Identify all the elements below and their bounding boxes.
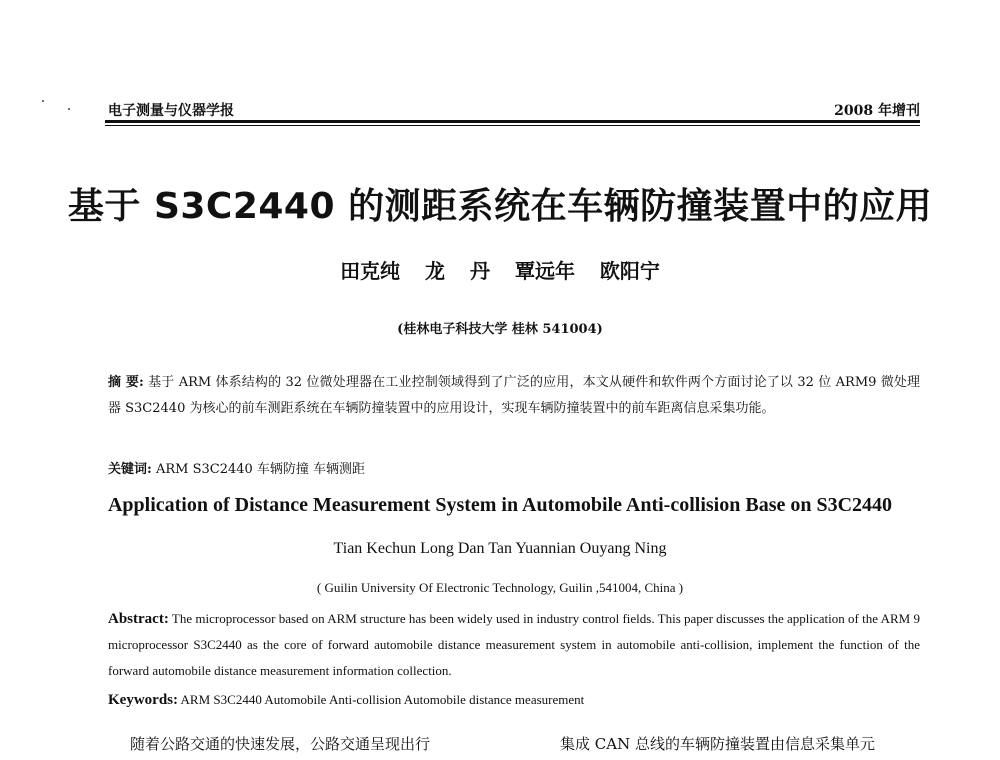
chinese-abstract-text: 基于 ARM 体系结构的 32 位微处理器在工业控制领域得到了广泛的应用，本文从硬件和软件两个方面讨论了以 32 位 ARM9 微处理器 S3C2440 为核心的前车测距系统在车辆防撞装置中的应用设计，实现车辆防撞装置中的前车距离信息采集功能。 <box>108 375 921 416</box>
scan-speck <box>68 108 70 110</box>
english-abstract <box>108 606 920 684</box>
chinese-authors: 田克纯 龙 丹 覃远年 欧阳宁 <box>340 259 660 283</box>
chinese-title: 基于 S3C2440 的测距系统在车辆防撞装置中的应用 <box>67 186 933 227</box>
body-column-right: 集成 CAN 总线的车辆防撞装置由信息采集单元 <box>560 735 875 753</box>
header-rule <box>105 120 920 123</box>
english-title: Application of Distance Measurement System in Automobile Anti-collision Base on S3C2440 <box>107 494 893 516</box>
english-abstract-text: The microprocessor based on ARM structure has been widely used in industry control fields. This paper discusses the application of the ARM 9 microprocessor S3C2440 as the core of forward automobile distance measurement system in automobile anti-collision, implement the function of the forward automobile distance measurement information collection. <box>108 611 920 678</box>
chinese-keywords-text: ARM S3C2440 车辆防撞 车辆测距 <box>155 462 366 477</box>
chinese-abstract <box>108 370 920 422</box>
english-keywords <box>108 692 584 709</box>
chinese-abstract-label: 摘 要: <box>108 375 144 390</box>
header-rule-thin <box>105 125 920 126</box>
english-authors: Tian Kechun Long Dan Tan Yuannian Ouyang Ning <box>333 540 667 557</box>
english-affiliation: ( Guilin University Of Electronic Technology, Guilin ,541004, China ) <box>316 580 684 595</box>
journal-name: 电子测量与仪器学报 <box>108 103 234 119</box>
chinese-affiliation: (桂林电子科技大学 桂林 541004) <box>397 322 603 337</box>
chinese-keywords-label: 关键词: <box>108 462 152 477</box>
english-keywords-text: ARM S3C2440 Automobile Anti-collision Automobile distance measurement <box>180 692 585 707</box>
issue-label: 2008 年增刊 <box>834 103 920 119</box>
english-keywords-label: Keywords: <box>108 692 178 708</box>
scan-speck <box>42 100 44 102</box>
body-column-left: 随着公路交通的快速发展，公路交通呈现出行 <box>130 735 431 753</box>
chinese-keywords <box>108 458 365 477</box>
english-abstract-label: Abstract: <box>108 611 169 627</box>
